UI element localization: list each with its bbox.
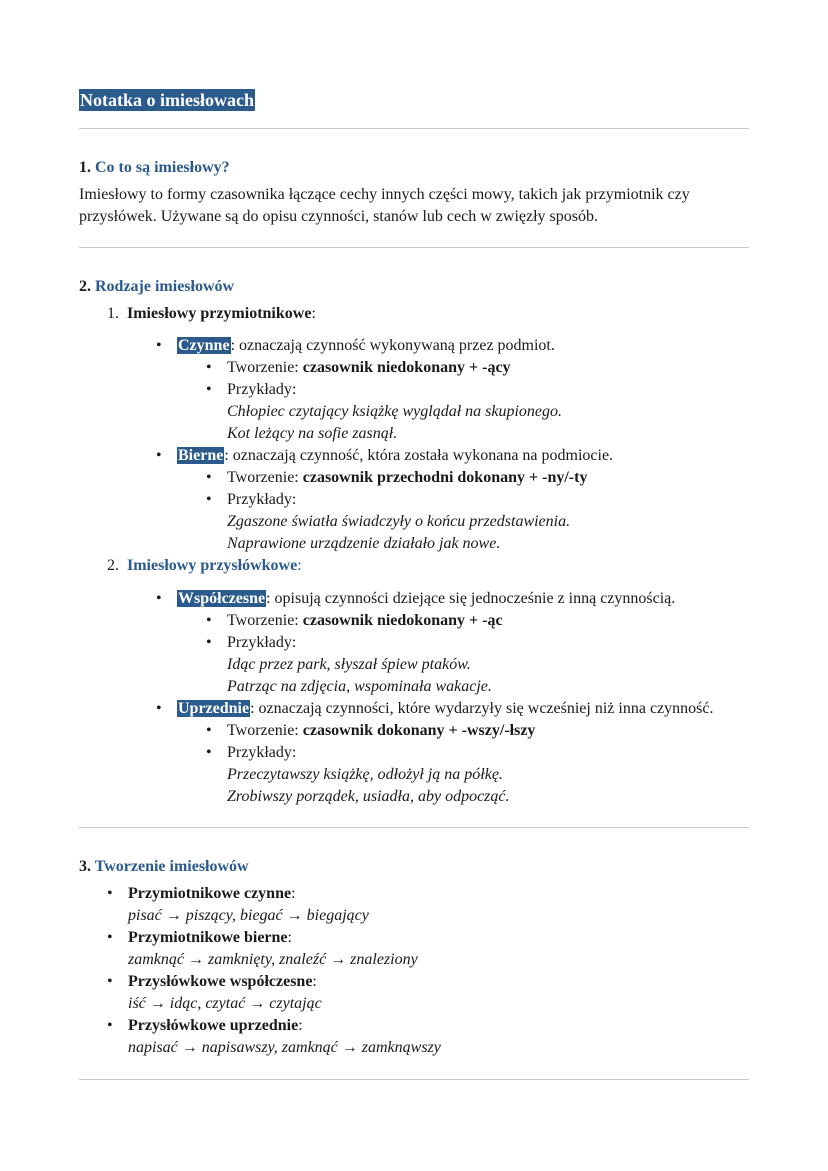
bullet-glyph: • <box>107 1017 113 1034</box>
section-3-heading: 3. Tworzenie imiesłowów <box>79 858 249 875</box>
bullet-glyph: • <box>107 929 113 946</box>
uprzednie-przyklady-label: Przykłady: <box>227 744 297 761</box>
bullet-glyph: • <box>156 590 162 607</box>
bullet-glyph: • <box>206 491 212 508</box>
example-sentence: Patrząc na zdjęcia, wspominała wakacje. <box>227 678 492 695</box>
bullet-glyph: • <box>206 381 212 398</box>
example-sentence: Zrobiwszy porządek, usiadła, aby odpocząć. <box>227 788 510 805</box>
wspolczesne-przyklady-label: Przykłady: <box>227 634 297 651</box>
bullet-glyph: • <box>206 469 212 486</box>
bullet-glyph: • <box>206 359 212 376</box>
divider <box>79 247 749 248</box>
section-1-heading: 1. Co to są imiesłowy? <box>79 159 230 176</box>
list-item: Przysłówkowe uprzednie: <box>128 1017 303 1034</box>
list-item-example: iść → idąc, czytać → czytając <box>128 995 322 1012</box>
list-item: Przymiotnikowe bierne: <box>128 929 292 946</box>
bullet-glyph: • <box>206 722 212 739</box>
example-sentence: Idąc przez park, słyszał śpiew ptaków. <box>227 656 471 673</box>
czynne-item: Czynne: oznaczają czynność wykonywaną przez podmiot. <box>178 337 555 354</box>
bullet-glyph: • <box>156 700 162 717</box>
bierne-item: Bierne: oznaczają czynność, która została wykonana na podmiocie. <box>178 447 614 464</box>
czynne-przyklady-label: Przykłady: <box>227 381 297 398</box>
example-sentence: Zgaszone światła świadczyły o końcu przedstawienia. <box>227 513 571 530</box>
term-highlight: Czynne <box>178 337 230 354</box>
wspolczesne-item: Współczesne: opisują czynności dziejące się jednocześnie z inną czynnością. <box>178 590 676 607</box>
uprzednie-tworzenie: Tworzenie: czasownik dokonany + -wszy/-łszy <box>227 722 536 739</box>
section-1-paragraph-line-1: Imiesłowy to formy czasownika łączące cechy innych części mowy, takich jak przymiotnik czy <box>79 186 690 203</box>
czynne-tworzenie: Tworzenie: czasownik niedokonany + -ący <box>227 359 511 376</box>
section-1-paragraph-line-2: przysłówek. Używane są do opisu czynności, stanów lub cech w zwięzły sposób. <box>79 208 598 225</box>
term-highlight: Uprzednie <box>178 700 250 717</box>
bierne-przyklady-label: Przykłady: <box>227 491 297 508</box>
page-title: Notatka o imiesłowach <box>80 90 254 110</box>
bierne-tworzenie: Tworzenie: czasownik przechodni dokonany + -ny/-ty <box>227 469 588 486</box>
list-item: Przymiotnikowe czynne: <box>128 885 296 902</box>
list-item: Przysłówkowe współczesne: <box>128 973 317 990</box>
list-item-example: zamknąć → zamknięty, znaleźć → znaleziony <box>128 951 418 968</box>
wspolczesne-tworzenie: Tworzenie: czasownik niedokonany + -ąc <box>227 612 503 629</box>
divider <box>79 1079 749 1080</box>
bullet-glyph: • <box>107 885 113 902</box>
bullet-glyph: • <box>156 337 162 354</box>
group-2-heading: 2. Imiesłowy przysłówkowe: <box>107 557 302 574</box>
bullet-glyph: • <box>206 634 212 651</box>
bullet-glyph: • <box>206 744 212 761</box>
term-highlight: Współczesne <box>178 590 266 607</box>
group-1-heading: 1. Imiesłowy przymiotnikowe: <box>107 305 316 322</box>
section-2-heading: 2. Rodzaje imiesłowów <box>79 278 235 295</box>
term-highlight: Bierne <box>178 447 224 464</box>
bullet-glyph: • <box>107 973 113 990</box>
divider <box>79 128 749 129</box>
list-item-example: pisać → piszący, biegać → biegający <box>128 907 369 924</box>
example-sentence: Kot leżący na sofie zasnął. <box>227 425 398 442</box>
example-sentence: Chłopiec czytający książkę wyglądał na skupionego. <box>227 403 563 420</box>
list-item-example: napisać → napisawszy, zamknąć → zamknąwszy <box>128 1039 441 1056</box>
title-wrap <box>79 89 255 111</box>
example-sentence: Przeczytawszy książkę, odłożył ją na półkę. <box>227 766 503 783</box>
uprzednie-item: Uprzednie: oznaczają czynności, które wydarzyły się wcześniej niż inna czynność. <box>178 700 714 717</box>
bullet-glyph: • <box>156 447 162 464</box>
divider <box>79 827 749 828</box>
example-sentence: Naprawione urządzenie działało jak nowe. <box>227 535 501 552</box>
bullet-glyph: • <box>206 612 212 629</box>
